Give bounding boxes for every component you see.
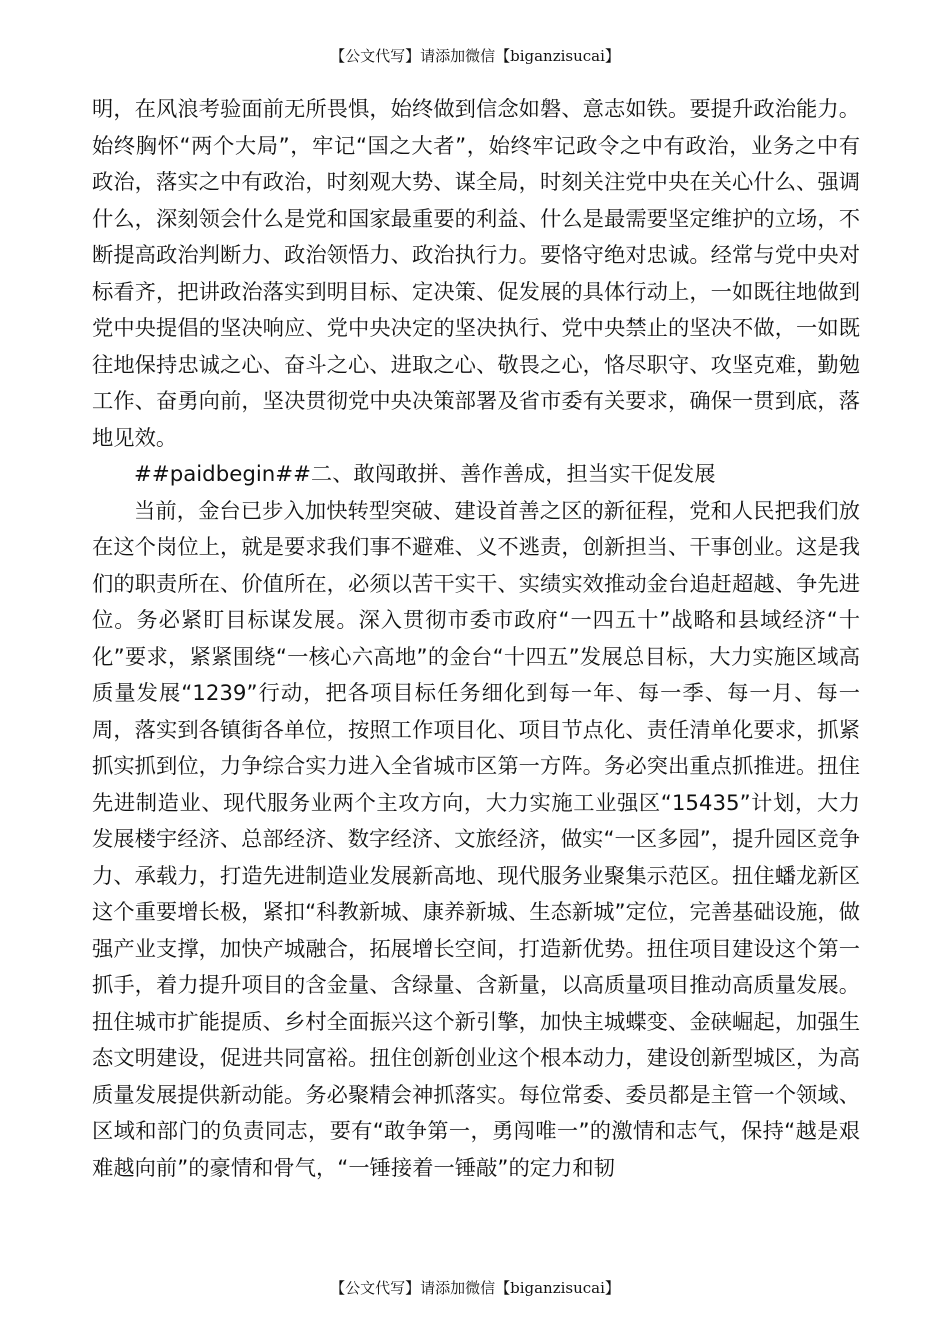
section-heading: ##paidbegin##二、敢闯敢拼、善作善成，担当实干促发展 (134, 462, 716, 487)
document-body (92, 92, 860, 1187)
page-header: 【公文代写】请添加微信【biganzisucai】 (330, 47, 620, 65)
paragraph: 当前，金台已步入加快转型突破、建设首善之区的新征程，党和人民把我们放在这个岗位上，就是要求我们事不避难、义不逃责，创新担当、干事创业。这是我们的职责所在、价值所在，必须以苦干实干、实绩实效推动金台追赶超越、争先进位。务必紧盯目标谋发展。深入贯彻市委市政府“一四五十”战略和县域经济“十化”要求，紧紧围绕“一核心六高地”的金台“十四五”发展总目标，大力实施区域高质量发展“1239”行动，把各项目标任务细化到每一年、每一季、每一月、每一周，落实到各镇街各单位，按照工作项目化、项目节点化、责任清单化要求，抓紧抓实抓到位，力争综合实力进入全省城市区第一方阵。务必突出重点抓推进。扭住先进制造业、现代服务业两个主攻方向，大力实施工业强区“15435”计划，大力发展楼宇经济、总部经济、数字经济、文旅经济，做实“一区多园”，提升园区竞争力、承载力，打造先进制造业发展新高地、现代服务业聚集示范区。扭住蟠龙新区这个重要增长极，紧扣“科教新城、康养新城、生态新城”定位，完善基础设施，做强产业支撑，加快产城融合，拓展增长空间，打造新优势。扭住项目建设这个第一抓手，着力提升项目的含金量、含绿量、含新量，以高质量项目推动高质量发展。扭住城市扩能提质、乡村全面振兴这个新引擎，加快主城蝶变、金硖崛起，加强生态文明建设，促进共同富裕。扭住创新创业这个根本动力，建设创新型城区，为高质量发展提供新动能。务必聚精会神抓落实。每位常委、委员都是主管一个领域、区域和部门的负责同志，要有“敢争第一，勇闯唯一”的激情和志气，保持“越是艰难越向前”的豪情和骨气，“一锤接着一锤敲”的定力和韧 (92, 498, 860, 1181)
page-footer: 【公文代写】请添加微信【biganzisucai】 (330, 1279, 620, 1297)
paragraph: 明，在风浪考验面前无所畏惧，始终做到信念如磐、意志如铁。要提升政治能力。始终胸怀“两个大局”，牢记“国之大者”，始终牢记政令之中有政治，业务之中有政治，落实之中有政治，时刻观大势、谋全局，时刻关注党中央在关心什么、强调什么，深刻领会什么是党和国家最重要的利益、什么是最需要坚定维护的立场，不断提高政治判断力、政治领悟力、政治执行力。要恪守绝对忠诚。经常与党中央对标看齐，把讲政治落实到明目标、定决策、促发展的具体行动上，一如既往地做到党中央提倡的坚决响应、党中央决定的坚决执行、党中央禁止的坚决不做，一如既往地保持忠诚之心、奋斗之心、进取之心、敬畏之心，恪尽职守、攻坚克难，勤勉工作、奋勇向前，坚决贯彻党中央决策部署及省市委有关要求，确保一贯到底，落地见效。 (92, 97, 860, 451)
